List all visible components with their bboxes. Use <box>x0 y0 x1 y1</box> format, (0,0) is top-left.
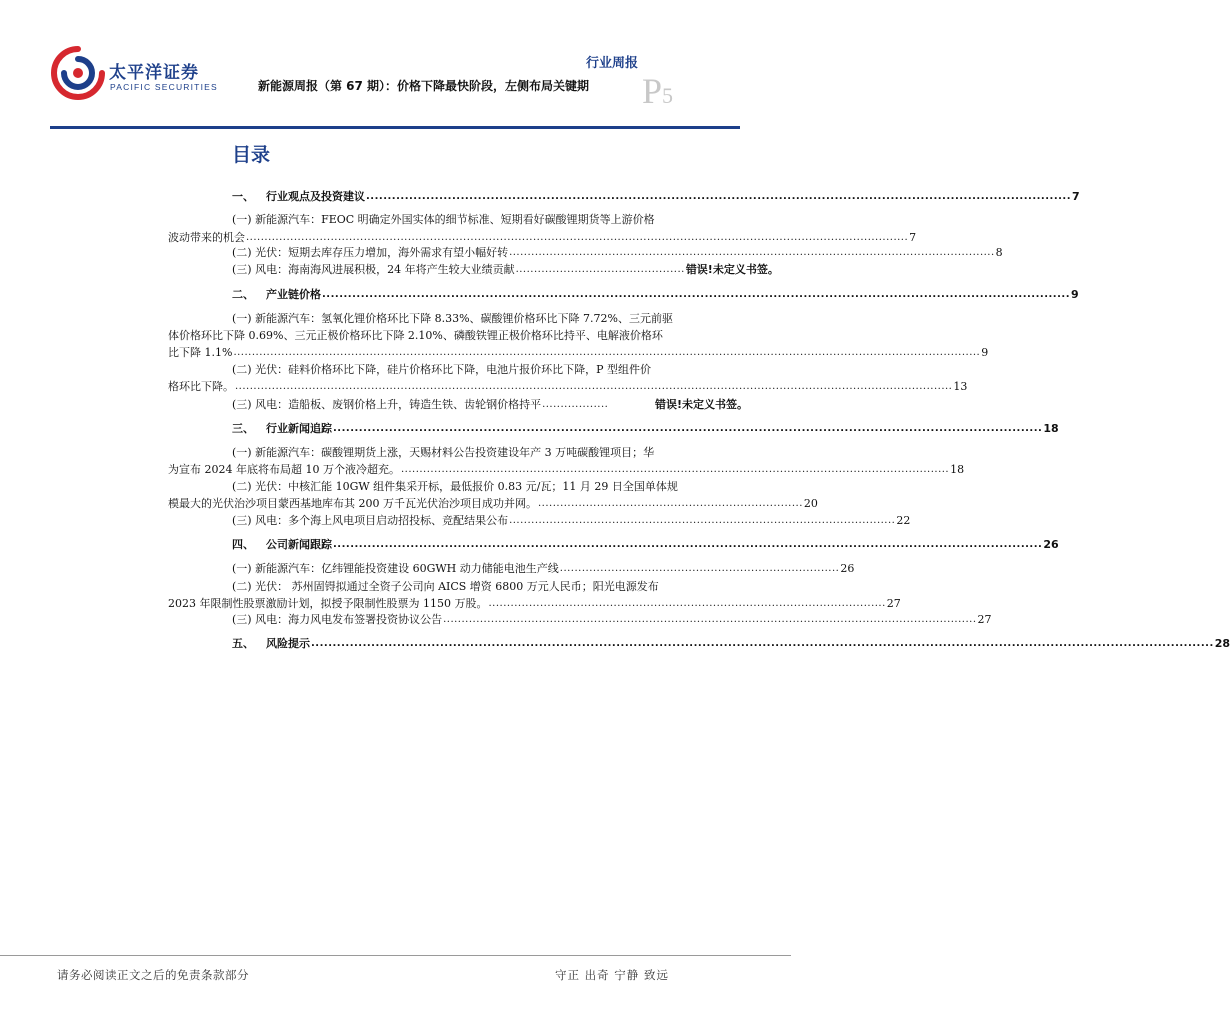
page-number-mark <box>642 70 673 112</box>
leader-dots: .................................................................................................................................... <box>509 247 995 258</box>
header-divider <box>50 126 740 129</box>
toc-section-title: 风险提示 <box>266 637 310 650</box>
toc-page-number: 9 <box>981 346 989 359</box>
toc-section-number: 一、 <box>232 190 254 203</box>
toc-section-number: 五、 <box>232 637 254 650</box>
toc-section-3[interactable] <box>232 421 1059 436</box>
toc-entry-4-3[interactable] <box>232 612 992 627</box>
toc-bookmark-error: 错误!未定义书签。 <box>654 398 748 411</box>
toc-section-2[interactable] <box>232 287 1079 302</box>
toc-entry-text: (一) 新能源汽车：亿纬锂能投资建设 60GWH 动力储能电池生产线 <box>232 562 559 575</box>
toc-entry-2-1-line2[interactable]: 体价格环比下降 0.69%、三元正极价格环比下降 2.10%、磷酸铁锂正极价格环比持平、电解液价格环 <box>168 329 663 342</box>
page-mark-letter: P <box>642 71 663 111</box>
toc-bookmark-error: 错误!未定义书签。 <box>685 263 779 276</box>
leader-dots: ......................................................................................................... <box>509 515 896 526</box>
toc-entry-1-1-line1[interactable]: (一) 新能源汽车：FEOC 明确定外国实体的细节标准、短期看好碳酸锂期货等上游价格 <box>232 213 655 226</box>
leader-dots: ..................................................................................................................................................................... <box>333 423 1043 434</box>
toc-page-number: 7 <box>1072 190 1080 203</box>
toc-section-number: 三、 <box>232 422 254 435</box>
toc-entry-1-2[interactable] <box>232 245 1003 260</box>
toc-entry-text: (三) 风电：多个海上风电项目启动招投标、竞配结果公布 <box>232 514 509 527</box>
toc-page-number: 18 <box>950 463 965 476</box>
leader-dots: ........................................................................ <box>538 498 803 509</box>
toc-page-number: 27 <box>886 597 901 610</box>
toc-section-1[interactable] <box>232 189 1080 204</box>
toc-entry-4-2[interactable] <box>168 596 901 611</box>
leader-dots: ................................................................................................................................................................................................... <box>235 381 953 392</box>
toc-section-title: 产业链价格 <box>266 288 321 301</box>
toc-entry-2-1-line1[interactable]: (一) 新能源汽车：氢氧化锂价格环比下降 8.33%、碳酸锂价格环比下降 7.72%、三元前驱 <box>232 312 673 325</box>
toc-entry-2-2[interactable] <box>168 379 968 394</box>
toc-section-title: 行业观点及投资建议 <box>266 190 365 203</box>
toc-entry-text: (三) 风电：造船板、废钢价格上升，铸造生铁、齿轮钢价格持平 <box>232 398 542 411</box>
toc-section-title: 行业新闻追踪 <box>266 422 332 435</box>
leader-dots: .................................................................................................................................................................... <box>366 191 1072 202</box>
leader-dots: ........................................................................................................................................................................................................... <box>233 347 981 358</box>
page-mark-number: 5 <box>662 83 674 108</box>
toc-page-number: 26 <box>1043 538 1059 551</box>
toc-section-4[interactable] <box>232 537 1059 552</box>
report-type-label: 行业周报 <box>586 56 639 71</box>
toc-page-number: 27 <box>977 613 992 626</box>
toc-entry-text: 模最大的光伏治沙项目蒙西基地库布其 200 万千瓦光伏治沙项目成功并网。 <box>168 497 537 510</box>
toc-page-number: 26 <box>840 562 855 575</box>
logo-chinese-name: 太平洋证券 <box>109 63 199 83</box>
leader-dots: .............................................................................................................................................................................. <box>322 289 1070 300</box>
leader-dots: ..................................................................................................................................................................... <box>333 539 1043 550</box>
toc-entry-1-3[interactable] <box>232 262 779 277</box>
toc-entry-text: 波动带来的机会 <box>168 231 245 244</box>
toc-entry-3-2-line1[interactable]: (二) 光伏：中核汇能 10GW 组件集采开标，最低报价 0.83 元/瓦；11 月 29 日全国单体规 <box>232 480 678 493</box>
report-title: 新能源周报（第 67 期）：价格下降最快阶段，左侧布局关键期 <box>258 79 590 93</box>
toc-heading: 目录 <box>232 144 271 166</box>
toc-section-number: 二、 <box>232 288 254 301</box>
toc-page-number: 22 <box>896 514 911 527</box>
toc-entry-2-2-line1[interactable]: (二) 光伏：硅料价格环比下降，硅片价格环比下降，电池片报价环比下降，P 型组件价 <box>232 363 651 376</box>
footer-divider <box>0 955 791 956</box>
toc-entry-text: 格环比下降。 <box>168 380 234 393</box>
toc-entry-text: (二) 光伏：短期去库存压力增加，海外需求有望小幅好转 <box>232 246 509 259</box>
footer-motto: 守正 出奇 宁静 致远 <box>555 968 669 982</box>
leader-dots: ................................................................................................................................................. <box>443 614 977 625</box>
leader-dots: .................. <box>542 399 609 410</box>
toc-entry-4-1[interactable] <box>232 561 855 576</box>
toc-entry-3-3[interactable] <box>232 513 911 528</box>
toc-page-number: 9 <box>1071 288 1079 301</box>
toc-entry-text: 为宣布 2024 年底将布局超 10 万个液冷超充。 <box>168 463 400 476</box>
leader-dots: .................................................................................................................................................................................................................. <box>311 638 1214 649</box>
toc-page-number: 13 <box>953 380 968 393</box>
footer-disclaimer: 请务必阅读正文之后的免责条款部分 <box>57 968 249 982</box>
toc-entry-2-1[interactable] <box>168 345 989 360</box>
toc-entry-text: (三) 风电：海南海风进展积极，24 年将产生较大业绩贡献 <box>232 263 515 276</box>
leader-dots: ..................................................................................................................................................... <box>400 464 950 475</box>
leader-dots: ............................................................................ <box>559 563 840 574</box>
toc-entry-3-2[interactable] <box>168 496 818 511</box>
toc-entry-3-1[interactable] <box>168 462 965 477</box>
toc-entry-4-2-line1[interactable]: (二) 光伏： 苏州固锝拟通过全资子公司向 AICS 增资 6800 万元人民币；阳光电源发布 <box>232 580 659 593</box>
toc-page-number: 7 <box>909 231 917 244</box>
toc-entry-text: (三) 风电：海力风电发布签署投资协议公告 <box>232 613 443 626</box>
toc-page-number: 20 <box>803 497 818 510</box>
leader-dots: .............................................. <box>515 264 685 275</box>
toc-entry-3-1-line1[interactable]: (一) 新能源汽车：碳酸锂期货上涨，天赐材料公告投资建设年产 3 万吨碳酸锂项目；华 <box>232 446 655 459</box>
leader-dots: ............................................................................................................ <box>488 598 886 609</box>
toc-entry-1-1[interactable] <box>168 230 917 245</box>
pacific-securities-logo-icon <box>50 45 106 101</box>
logo-english-name: PACIFIC SECURITIES <box>110 82 218 92</box>
leader-dots: .................................................................................................................................................................................... <box>246 232 909 243</box>
toc-page-number: 28 <box>1214 637 1230 650</box>
toc-section-title: 公司新闻跟踪 <box>266 538 332 551</box>
toc-entry-2-3[interactable] <box>232 397 748 412</box>
toc-section-5[interactable] <box>232 636 1230 651</box>
toc-page-number: 8 <box>995 246 1003 259</box>
toc-section-number: 四、 <box>232 538 254 551</box>
toc-entry-text: 2023 年限制性股票激励计划，拟授予限制性股票为 1150 万股。 <box>168 597 488 610</box>
toc-page-number: 18 <box>1043 422 1059 435</box>
toc-entry-text: 比下降 1.1% <box>168 346 233 359</box>
